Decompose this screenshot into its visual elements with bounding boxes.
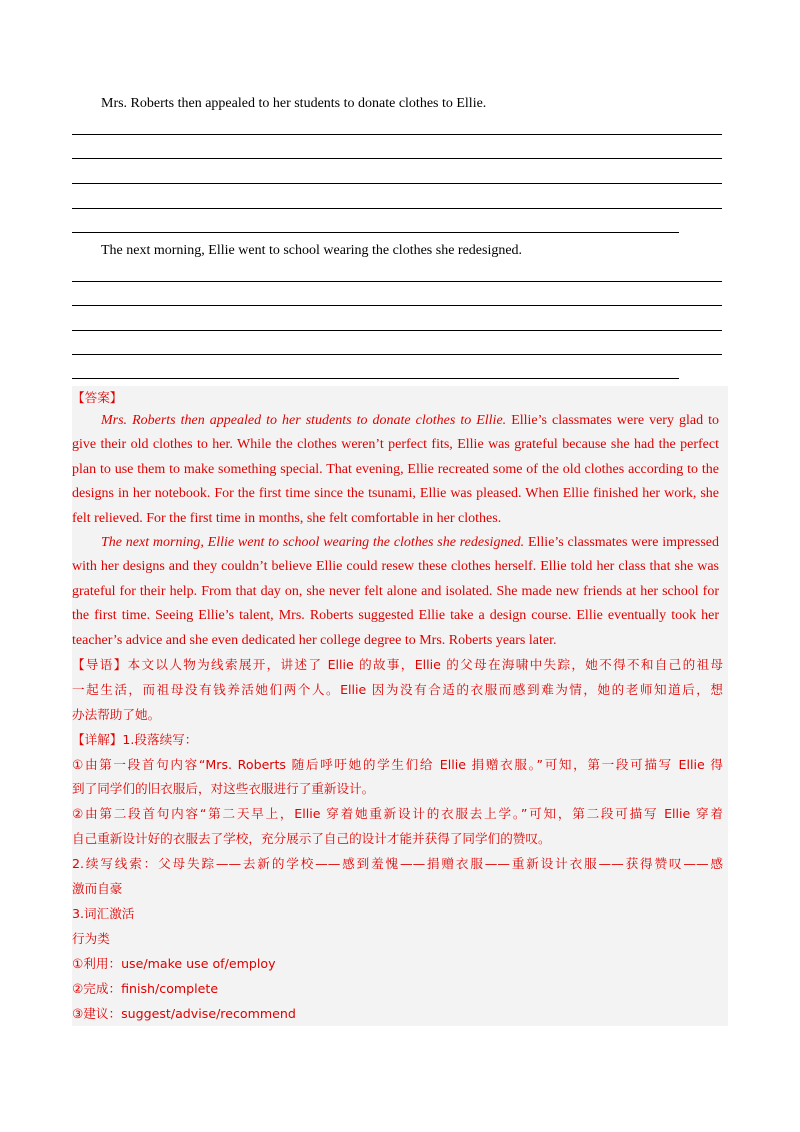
vocab-item: ③建议：suggest/advise/recommend <box>72 1006 296 1021</box>
writing-line <box>72 354 722 355</box>
detail-item-1: ①由第一段首句内容“Mrs. Roberts 随后呼吁她的学生们给 Ellie 捐赠衣服。”可知，第一段可描写 Ellie 得 <box>72 757 723 772</box>
clue-line: 激而自豪 <box>72 881 123 896</box>
detail-item-2: ②由第二段首句内容“第二天早上，Ellie 穿着她重新设计的衣服去上学。”可知，第二段可描写 Ellie 穿着 <box>72 806 723 821</box>
answer-heading: 【答案】 <box>72 390 123 405</box>
answer-p1-line: give their old clothes to her. While the clothes weren’t perfect fits, Ellie was grateful because she had the perfect <box>72 437 719 452</box>
answer-p2-line: teacher’s advice and she even dedicated her college degree to Mrs. Roberts years later. <box>72 633 557 648</box>
vocab-item: ①利用：use/make use of/employ <box>72 956 276 971</box>
writing-line <box>72 134 722 135</box>
guide-line: 办法帮助了她。 <box>72 707 161 722</box>
answer-p2-line: the first time. Seeing Ellie’s talent, Mrs. Roberts suggested Ellie take a design course. Ellie eventually took her <box>72 608 719 623</box>
guide-line: 一起生活，而祖母没有钱养活她们两个人。Ellie 因为没有合适的衣服而感到难为情，她的老师知道后，想 <box>72 682 723 697</box>
clue-line: 2.续写线索：父母失踪——去新的学校——感到羞愧——捐赠衣服——重新设计衣服——获得赞叹——感 <box>72 856 723 871</box>
vocab-category: 行为类 <box>72 931 110 946</box>
writing-line <box>72 305 722 306</box>
paragraph-prompt-1: Mrs. Roberts then appealed to her students to donate clothes to Ellie. <box>101 96 487 111</box>
writing-line <box>72 183 722 184</box>
answer-p2-line: with her designs and they couldn’t believe Ellie could resew these clothes herself. Ellie told her class that she was <box>72 559 719 574</box>
writing-line <box>72 158 722 159</box>
detail-item-2: 自己重新设计好的衣服去了学校，充分展示了自己的设计才能并获得了同学们的赞叹。 <box>72 831 551 846</box>
vocab-item: ②完成：finish/complete <box>72 981 219 996</box>
answer-p2-line: grateful for their help. From that day on, she never felt alone and isolated. She made new friends at her school for <box>72 584 719 599</box>
paragraph-prompt-2: The next morning, Ellie went to school wearing the clothes she redesigned. <box>101 243 523 258</box>
detail-item-1: 到了同学们的旧衣服后，对这些衣服进行了重新设计。 <box>72 781 375 796</box>
answer-section <box>72 386 728 1026</box>
writing-line <box>72 378 679 379</box>
answer-p2-line: The next morning, Ellie went to school wearing the clothes she redesigned. Ellie’s classmates were impressed <box>101 535 720 550</box>
vocab-heading: 3.词汇激活 <box>72 906 135 921</box>
writing-line <box>72 281 722 282</box>
answer-p1-line: designs in her notebook. For the first time since the tsunami, Ellie was pleased. When Ellie finished her work, she <box>72 486 719 501</box>
answer-p1-line: plan to use them to make something special. That evening, Ellie recreated some of the old clothes according to the <box>72 462 719 477</box>
detail-heading: 【详解】1.段落续写： <box>72 732 198 747</box>
writing-line <box>72 330 722 331</box>
answer-p1-line: felt relieved. For the first time in months, she felt comfortable in her clothes. <box>72 511 502 526</box>
writing-line <box>72 208 722 209</box>
answer-p1-line: Mrs. Roberts then appealed to her students to donate clothes to Ellie. Ellie’s classmates were very glad to <box>101 413 719 428</box>
writing-line <box>72 232 679 233</box>
guide-line: 【导语】本文以人物为线索展开，讲述了 Ellie 的故事，Ellie 的父母在海啸中失踪，她不得不和自己的祖母 <box>72 657 723 672</box>
